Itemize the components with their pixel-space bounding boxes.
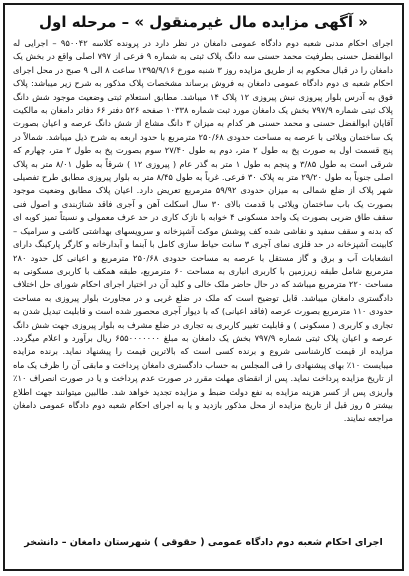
auction-notice <box>3 3 404 571</box>
notice-body: اجرای احکام مدنی شعبه دوم دادگاه عمومی دامغان در نظر دارد در پرونده کلاسه ۹۵۰۰۴۲ – اجرایی له ابوالفضل حسنی بطرفیت محمد حسنی سه دانگ پلاک ثبتی به شماره ۹ فرعی از ۷۹۷ اصلی واقع در بخش یک دامغان را در قبال محکوم به از طریق مزایده روز ۳ شنبه مورخ ۱۳۹۵/۹/۱۶ ساعت ۸ الی ۹ صبح در محل اجرای احکام شعبه ی دوم دادگاه عمومی دامغان به فروش برساند مشخصات پلاک مذکور به شرح زیر میباشد: پلاک فوق به آدرس بلوار پیروزی نبش پیروزی ۱۲ پلاک ۱۴ میباشد. مطابق استعلام ثبتی وضعیت موجود شش دانگ پلاک ثبتی شماره ۷۹۷/۹ بخش یک دامغان مورد ثبت شماره ۱۰۳۳۸ صفحه ۵۲۶ دفتر ۶۶ دفاتر دامغان به مالکیت آقایان ابوالفضل حسنی و محمد حسنی هر کدام به میزان ۳ دانگ مشاع از شش دانگ عرصه و اعیان بصورت یک ساختمان ویلائی با عرصه به مساحت حدودی ۲۵۰/۶۸ مترمربع با حدود اربعه به شرح ذیل میباشد. شمالاً در پنج قسمت اول به صورت پخ به طول ۲ متر، دوم به طول ۲۷/۴۰ سوم بصورت پخ به طول ۲ متر، چهارم که شرقی است به طول ۳/۸۵ و پنجم به طول ۱ متر به گذر عام ( پیروزی ۱۲ ) شرقاً به طول ۸/۰۱ متر به پلاک اصلی جنوباً به طول ۲۹/۲۰ متر به پلاک ۳۰ فرعی. غرباً به طول ۸/۴۵ متر به بلوار پیروزی مطابق طرح تفصیلی شهر پلاک از ضلع شمالی به میزان حدودی ۵۹/۹۲ مترمربع تعریض دارد. اعیان پلاک مطابق وضعیت موجود بصورت یک باب ساختمان ویلائی با قدمت بالای ۳۰ سال اسکلت آهن و آجری فاقد شناژبندی و اصول فنی سقف طاق ضربی بصورت یک واحد مسکونی ۴ خوابه با نازک کاری در حد عرف معمولی و نسبتاً تمیز کوبه ای که بدنه و سقف سفید و نقاشی شده کف پوشش موکت آشپزخانه و سرویسهای بهداشتی کاشی و سرامیک – کابینت آشپزخانه در حد فلزی نمای آجری ۳ سانت حیاط سازی کامل با آبنما و آبدارخانه و کارگر پارکینگ دارای انشعابات آب و برق و گاز مستقل با عرصه به مساحت حدودی ۲۵۰/۶۸ مترمربع و اعیانی کل حدود ۲۸۰ مترمربع شامل طبقه زیرزمین با کاربری انباری به مساحت ۶۰ مترمربع، طبقه همکف با کاربری مسکونی به مساحت ۲۲۰ مترمربع میباشد که در حال حاضر ملک خالی و کلید آن در اختیار اجرای احکام شورای حل اختلاف دادگستری دامغان میباشد. قابل توضیح است که ملک در ضلع غربی و در مجاورت بلوار پیروزی به مساحت حدودی ۱۱۰ مترمربع بصورت عرصه (فاقد اعیانی) که با دیوار آجری محصور شده است و قابلیت تبدیل شدن به تجاری و کاربری ( مسکونی ) و قابلیت تغییر کاربری به تجاری در ضلع مشرف به بلوار پیروزی جهت شش دانگ عرصه و اعیان پلاک ثبتی شماره ۷۹۷/۹ بخش یک دامغان به مبلغ ۶۵۵۰۰۰۰۰۰۰ ریال برآورد و اعلام میگردد. مزایده از قیمت کارشناسی شروع و برنده کسی است که بالاترین قیمت را پیشنهاد نماید. برنده مزایده میبایست ۱۰٪ بهای پیشنهادی را فی المجلس به حساب دادگستری دامغان پرداخت و مابقی آن را ظرف یک ماه از تاریخ مزایده پرداخت نماید. پس از انقضای مهلت مقرر در صورت عدم پرداخت و یا در صورت انصراف ۱۰٪ واریزی پس از کسر هزینه مزایده به نفع دولت ضبط و مزایده تجدید خواهد شد. طالبین میتوانند جهت اطلاع بیشتر ۵ روز قبل از تاریخ مزایده از محل مذکور بازدید و یا به اجرای احکام شعبه دوم دادگاه عمومی دامغان مراجعه نمایند. <box>13 38 394 424</box>
notice-signature: اجرای احکام شعبه دوم دادگاه عمومی ( حقوقی ) شهرستان دامغان – دانشخر <box>24 537 383 548</box>
notice-title: « آگهی مزایده مال غیرمنقول » – مرحله اول <box>39 13 368 31</box>
